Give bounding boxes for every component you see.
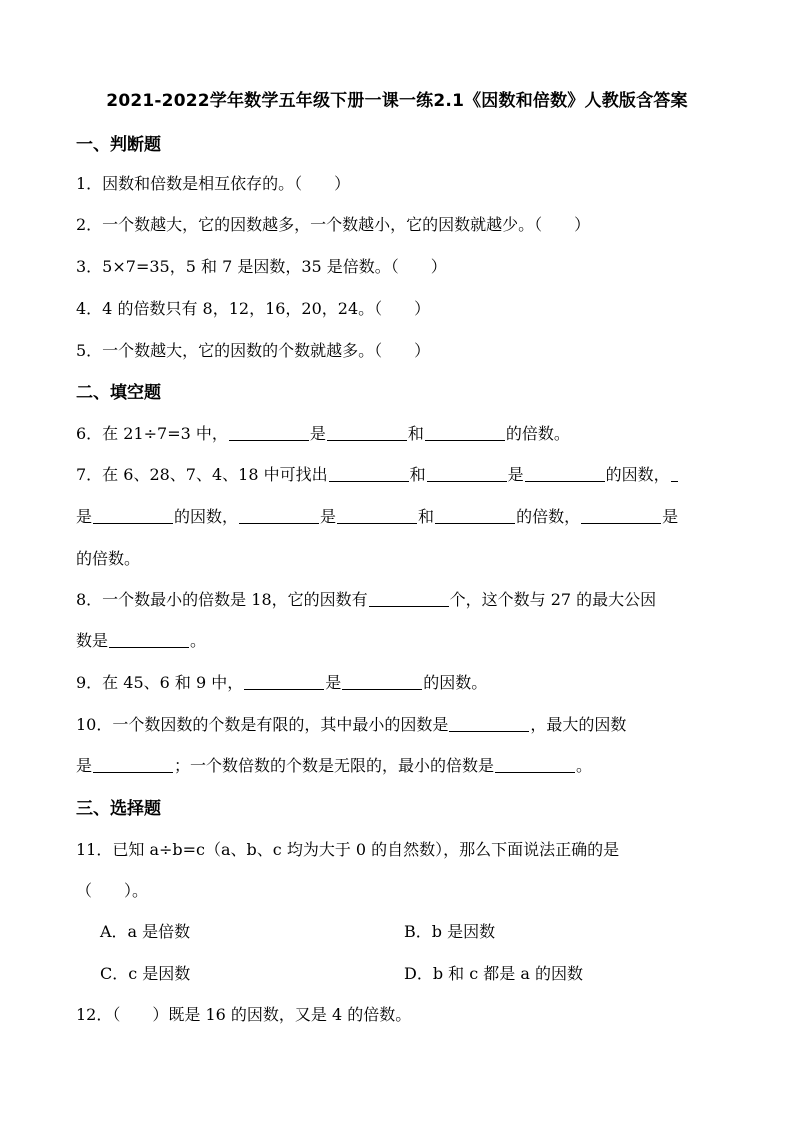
question-9-text: 9．在 45、6 和 9 中， <box>76 673 244 692</box>
answer-blank[interactable] <box>239 522 319 524</box>
question-7-text: 的因数， <box>174 507 239 526</box>
answer-blank[interactable] <box>425 439 505 441</box>
answer-blank[interactable] <box>435 522 515 524</box>
question-7-text: 和 <box>409 465 426 484</box>
question-12: 12．（ ）既是 16 的因数，又是 4 的倍数。 <box>76 1005 412 1024</box>
worksheet-title: 2021-2022学年数学五年级下册一课一练2.1《因数和倍数》人教版含答案 <box>106 91 688 111</box>
question-7-text: 的因数， <box>605 465 670 484</box>
answer-blank[interactable] <box>671 480 678 482</box>
answer-blank[interactable] <box>495 771 575 773</box>
question-8-text: 数是 <box>76 631 109 650</box>
question-10-text: 。 <box>576 756 593 775</box>
question-5: 5．一个数越大，它的因数的个数就越多。（ ） <box>76 341 431 360</box>
answer-blank[interactable] <box>244 688 324 690</box>
question-9-text: 的因数。 <box>423 673 488 692</box>
question-7-text: 的倍数， <box>516 507 581 526</box>
question-7-line-2 <box>76 504 726 527</box>
question-3: 3．5×7=35，5 和 7 是因数，35 是倍数。（ ） <box>76 257 447 276</box>
option-a[interactable]: A．a 是倍数 <box>100 922 191 941</box>
section-heading-judge: 一、判断题 <box>76 135 161 155</box>
question-9-text: 是 <box>325 673 342 692</box>
question-2: 2．一个数越大，它的因数越多，一个数越小，它的因数就越少。（ ） <box>76 215 591 234</box>
answer-blank[interactable] <box>449 730 529 732</box>
answer-blank[interactable] <box>327 439 407 441</box>
question-8-line-2 <box>76 628 726 651</box>
question-7-text: 是 <box>507 465 524 484</box>
answer-blank[interactable] <box>93 771 173 773</box>
answer-blank[interactable] <box>342 688 422 690</box>
question-11: 11．已知 a÷b=c（a、b、c 均为大于 0 的自然数），那么下面说法正确的是 <box>76 840 620 859</box>
answer-blank[interactable] <box>109 646 189 648</box>
question-9 <box>76 670 726 693</box>
question-7-text: 是 <box>76 507 93 526</box>
question-10-text: ，最大的因数 <box>530 715 627 734</box>
section-heading-fill: 二、填空题 <box>76 383 161 403</box>
question-10-line-2 <box>76 753 726 776</box>
option-b[interactable]: B．b 是因数 <box>404 922 496 941</box>
question-10-text: 10．一个数因数的个数是有限的，其中最小的因数是 <box>76 715 449 734</box>
question-6 <box>76 421 726 444</box>
question-7-text: 和 <box>418 507 435 526</box>
question-8 <box>76 587 726 610</box>
option-d[interactable]: D．b 和 c 都是 a 的因数 <box>404 964 584 983</box>
question-8-text: 个，这个数与 27 的最大公因 <box>449 590 657 609</box>
answer-blank[interactable] <box>329 480 409 482</box>
question-7-line-3 <box>76 546 726 569</box>
question-4: 4．4 的倍数只有 8，12，16，20，24。（ ） <box>76 299 431 318</box>
question-11-paren: （ ）。 <box>76 881 149 900</box>
question-7-text: 的倍数。 <box>76 549 141 568</box>
question-8-text: 8．一个数最小的倍数是 18，它的因数有 <box>76 590 368 609</box>
question-7-text: 是 <box>662 507 679 526</box>
question-1: 1．因数和倍数是相互依存的。（ ） <box>76 174 351 193</box>
answer-blank[interactable] <box>369 605 449 607</box>
answer-blank[interactable] <box>337 522 417 524</box>
answer-blank[interactable] <box>427 480 507 482</box>
question-10 <box>76 712 726 735</box>
question-6-text: 6．在 21÷7=3 中， <box>76 424 228 443</box>
answer-blank[interactable] <box>525 480 605 482</box>
question-7 <box>76 462 726 485</box>
answer-blank[interactable] <box>93 522 173 524</box>
option-c[interactable]: C．c 是因数 <box>100 964 191 983</box>
question-8-text: 。 <box>190 631 207 650</box>
question-6-text: 是 <box>309 424 326 443</box>
question-6-text: 和 <box>407 424 424 443</box>
question-10-text: 是 <box>76 756 93 775</box>
section-heading-choice: 三、选择题 <box>76 799 161 819</box>
answer-blank[interactable] <box>581 522 661 524</box>
question-6-text: 的倍数。 <box>505 424 570 443</box>
question-7-text: 是 <box>320 507 337 526</box>
answer-blank[interactable] <box>229 439 309 441</box>
question-10-text: ；一个数倍数的个数是无限的，最小的倍数是 <box>174 756 495 775</box>
question-7-text: 7．在 6、28、7、4、18 中可找出 <box>76 465 328 484</box>
